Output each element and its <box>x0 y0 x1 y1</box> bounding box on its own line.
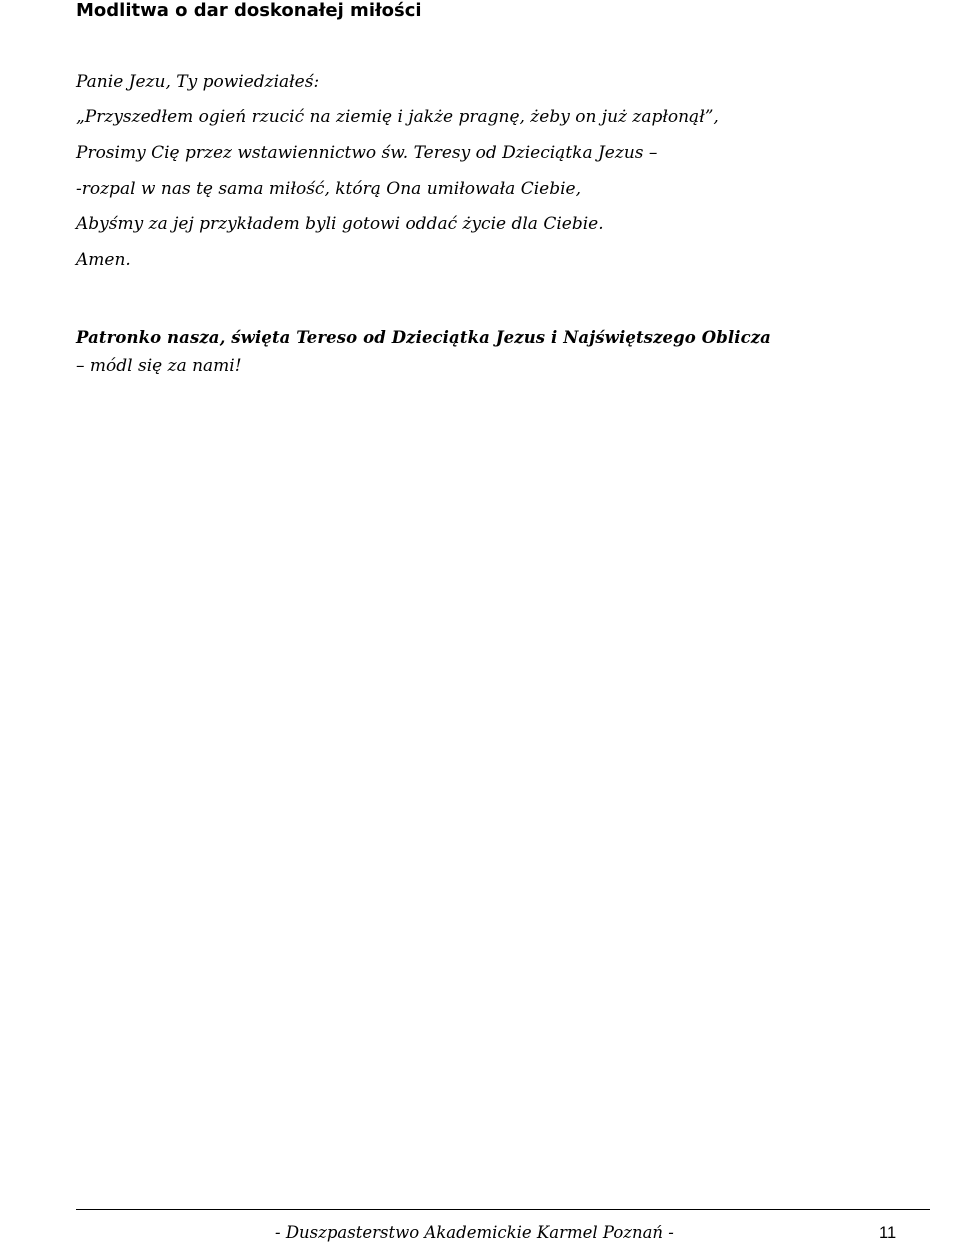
page-number: 11 <box>879 1224 897 1242</box>
patron-invocation: Patronko nasza, święta Tereso od Dzieciątka Jezus i Najświętszego Oblicza <box>76 328 771 347</box>
footer-divider <box>76 1209 930 1210</box>
patron-response: – módl się za nami! <box>76 356 242 376</box>
footer-text: - Duszpasterstwo Akademickie Karmel Poznań - <box>275 1223 674 1242</box>
prayer-line-2: „Przyszedłem ogień rzucić na ziemię i jakże pragnę, żeby on już zapłonął”, <box>76 107 719 127</box>
prayer-line-4: -rozpal w nas tę sama miłość, którą Ona umiłowała Ciebie, <box>76 179 581 199</box>
prayer-line-amen: Amen. <box>76 250 131 270</box>
prayer-line-5: Abyśmy za jej przykładem byli gotowi oddać życie dla Ciebie. <box>76 214 604 234</box>
prayer-line-1: Panie Jezu, Ty powiedziałeś: <box>76 72 320 92</box>
prayer-line-3: Prosimy Cię przez wstawiennictwo św. Teresy od Dzieciątka Jezus – <box>76 143 658 163</box>
page-title: Modlitwa o dar doskonałej miłości <box>76 0 422 21</box>
